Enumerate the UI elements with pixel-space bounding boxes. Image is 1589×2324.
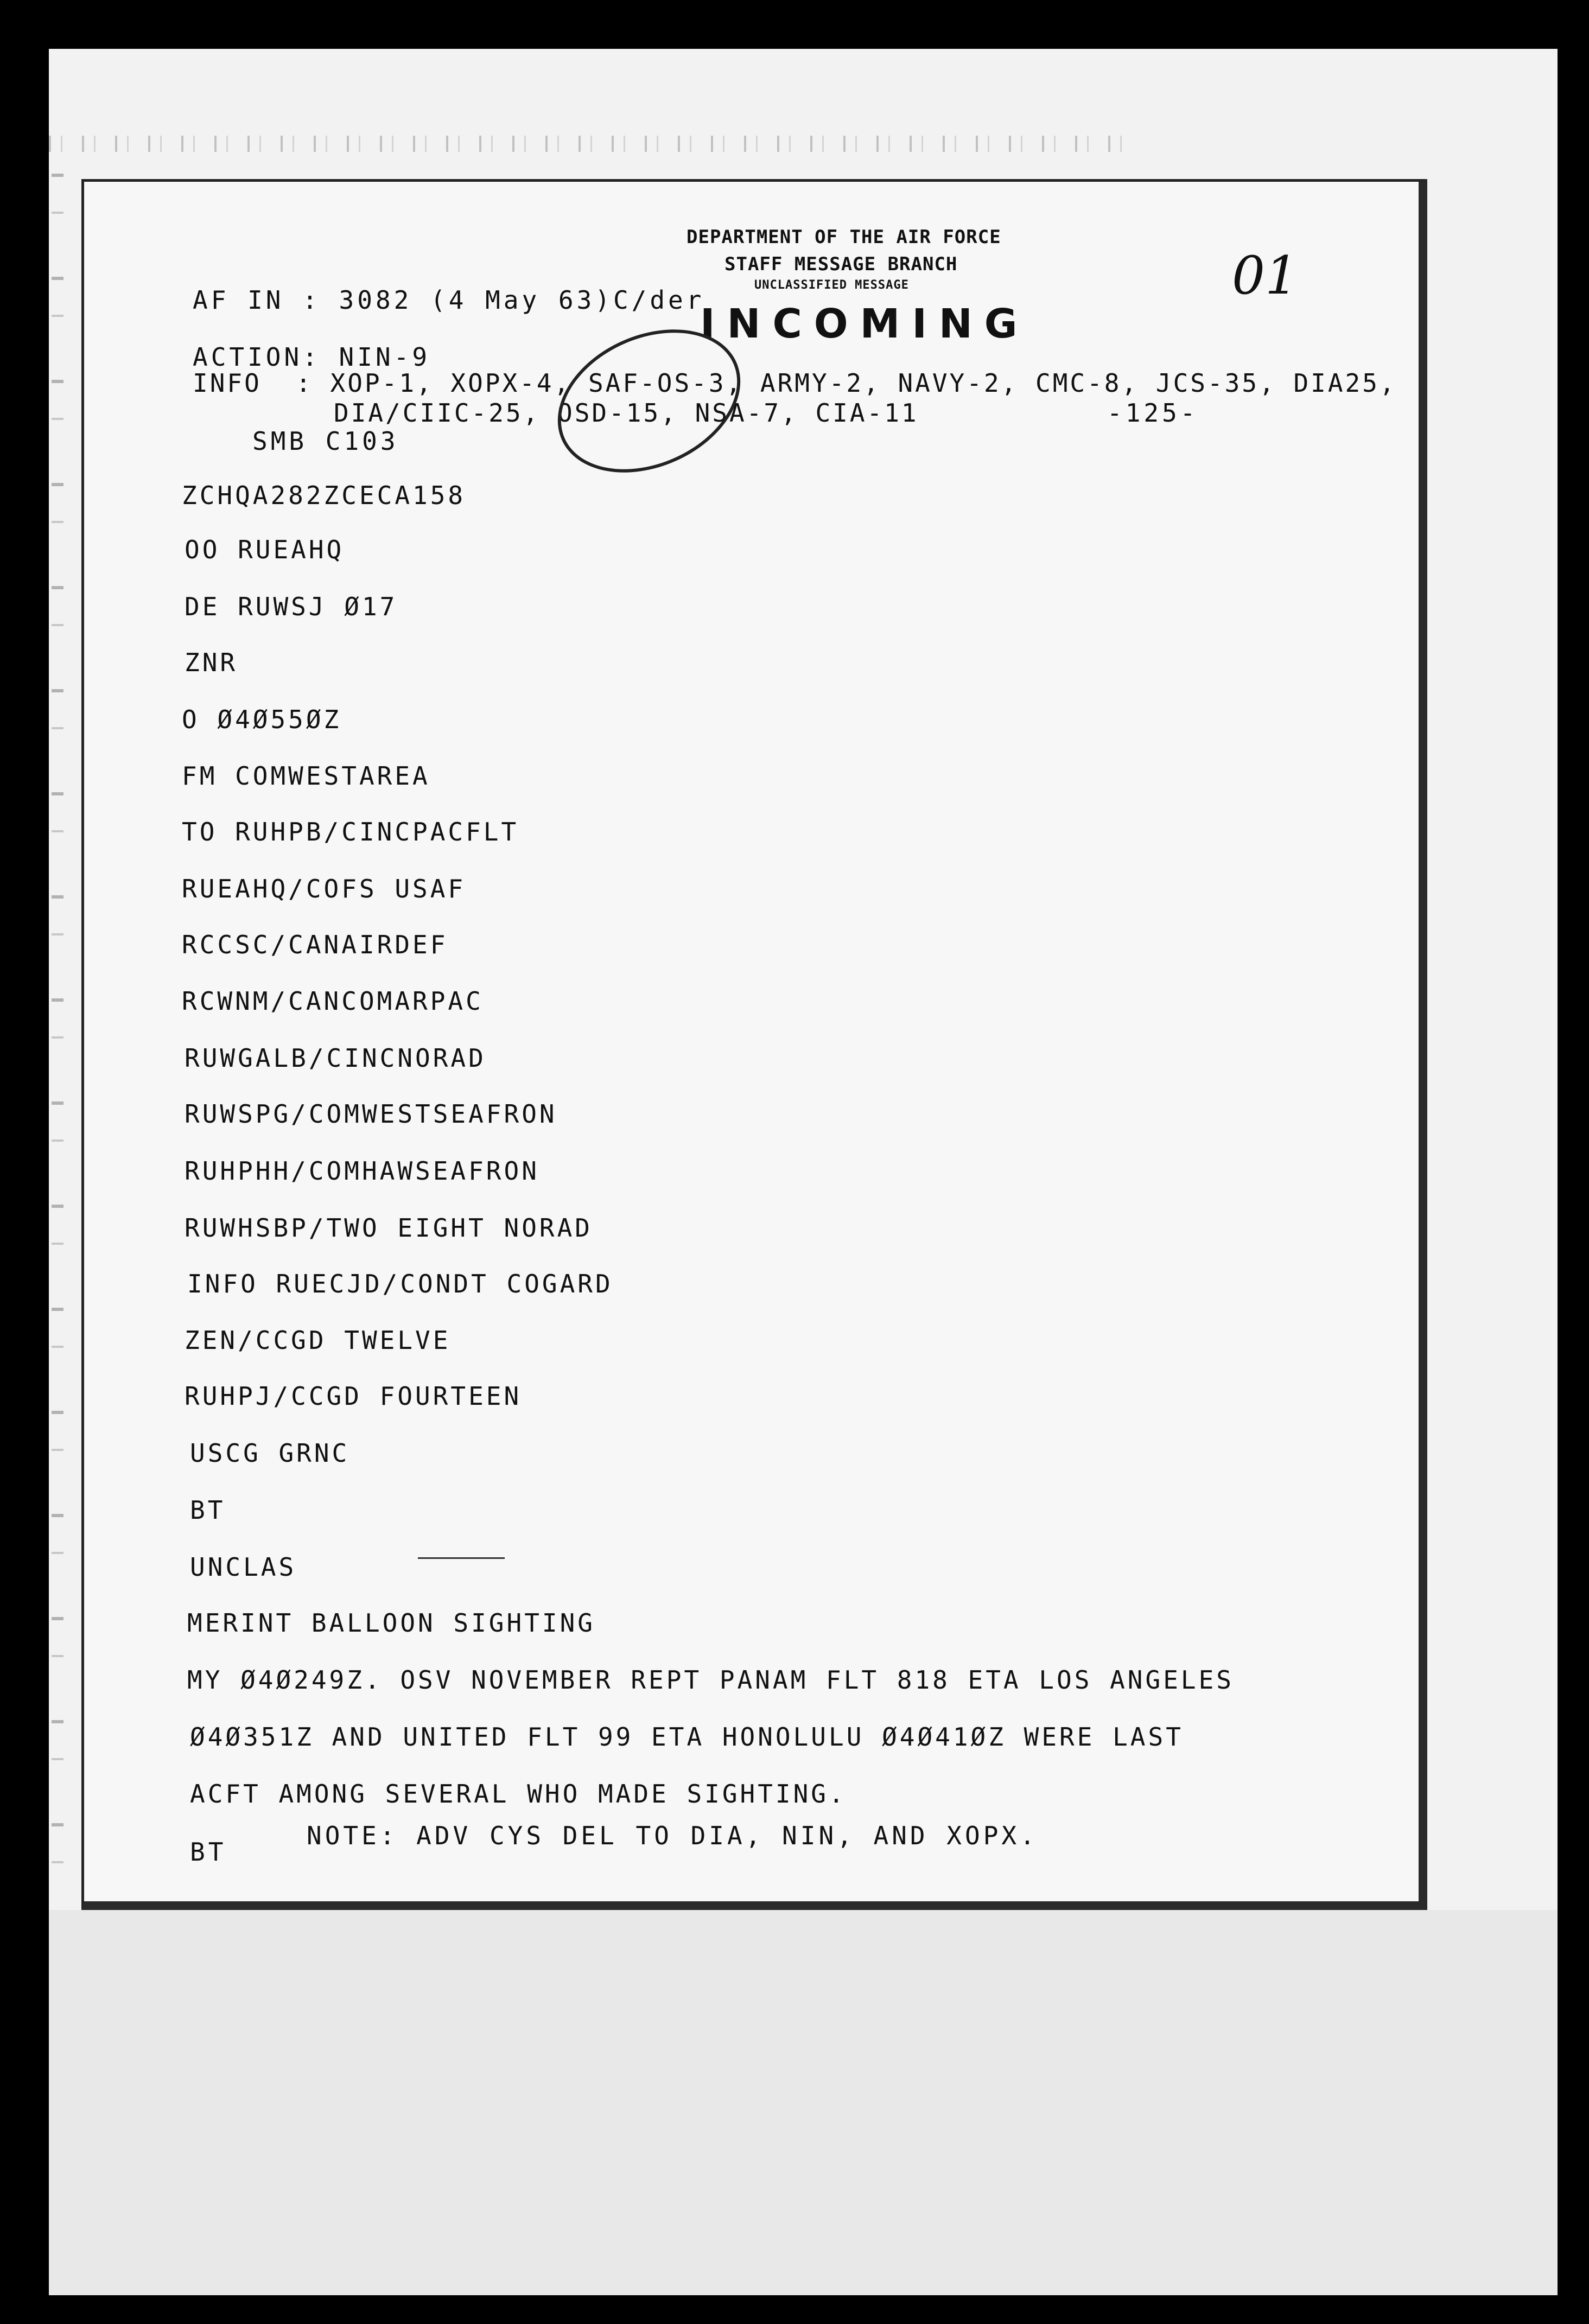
scan-noise-left <box>52 174 63 1910</box>
message-line: FM COMWESTAREA <box>182 761 430 791</box>
message-line: RUHPJ/CCGD FOURTEEN <box>185 1381 522 1411</box>
message-line: TO RUHPB/CINCPACFLT <box>182 817 519 846</box>
message-line: RUWHSBP/TWO EIGHT NORAD <box>185 1213 593 1243</box>
underline-mark <box>418 1557 505 1559</box>
letterhead-branch: STAFF MESSAGE BRANCH <box>724 253 958 275</box>
message-line: RUHPHH/COMHAWSEAFRON <box>185 1156 539 1186</box>
final-bt: BT <box>190 1837 227 1867</box>
letterhead-department: DEPARTMENT OF THE AIR FORCE <box>687 226 1001 248</box>
message-line: USCG GRNC <box>190 1438 350 1468</box>
message-line: ACFT AMONG SEVERAL WHO MADE SIGHTING. <box>190 1779 847 1809</box>
message-line: MY Ø4Ø249Z. OSV NOVEMBER REPT PANAM FLT 818 ETA LOS ANGELES <box>187 1665 1234 1695</box>
message-line: ZNR <box>185 648 238 677</box>
message-line: OO RUEAHQ <box>185 535 345 564</box>
message-line: ZEN/CCGD TWELVE <box>185 1326 451 1355</box>
lower-margin <box>49 1910 1558 2295</box>
message-line: MERINT BALLOON SIGHTING <box>187 1608 595 1638</box>
distribution-note: NOTE: ADV CYS DEL TO DIA, NIN, AND XOPX. <box>307 1821 1038 1850</box>
smb-line: SMB C103 <box>252 426 399 456</box>
info-total: -125- <box>1107 398 1199 428</box>
message-line: BT <box>190 1495 226 1525</box>
message-line: Ø4Ø351Z AND UNITED FLT 99 ETA HONOLULU Ø4Ø41ØZ WERE LAST <box>190 1722 1184 1752</box>
message-line: RUWSPG/COMWESTSEAFRON <box>185 1099 557 1129</box>
message-line: DE RUWSJ Ø17 <box>185 592 398 621</box>
message-line: UNCLAS <box>190 1552 297 1582</box>
message-line: RCCSC/CANAIRDEF <box>182 930 448 959</box>
message-line: ZCHQA282ZCECA158 <box>182 481 466 510</box>
scan-noise-top <box>49 136 1134 152</box>
message-line: RUEAHQ/COFS USAF <box>182 874 466 903</box>
message-line: O Ø4Ø55ØZ <box>182 705 342 734</box>
message-line: RCWNM/CANCOMARPAC <box>182 986 484 1016</box>
letterhead-classification: UNCLASSIFIED MESSAGE <box>754 278 909 292</box>
message-line: INFO RUECJD/CONDT COGARD <box>187 1269 613 1298</box>
incoming-stamp: INCOMING <box>700 301 1029 347</box>
action-line: ACTION: NIN-9 <box>193 342 431 372</box>
message-line: RUWGALB/CINCNORAD <box>185 1043 486 1073</box>
handwritten-number: 01 <box>1232 245 1299 306</box>
info-line-1: INFO : XOP-1, XOPX-4, SAF-OS-3, ARMY-2, NAVY-2, CMC-8, JCS-35, DIA25, <box>193 368 1397 398</box>
af-in-line: AF IN : 3082 (4 May 63)C/der <box>193 285 705 315</box>
info-line-2: DIA/CIIC-25, OSD-15, NSA-7, CIA-11 <box>334 398 919 428</box>
